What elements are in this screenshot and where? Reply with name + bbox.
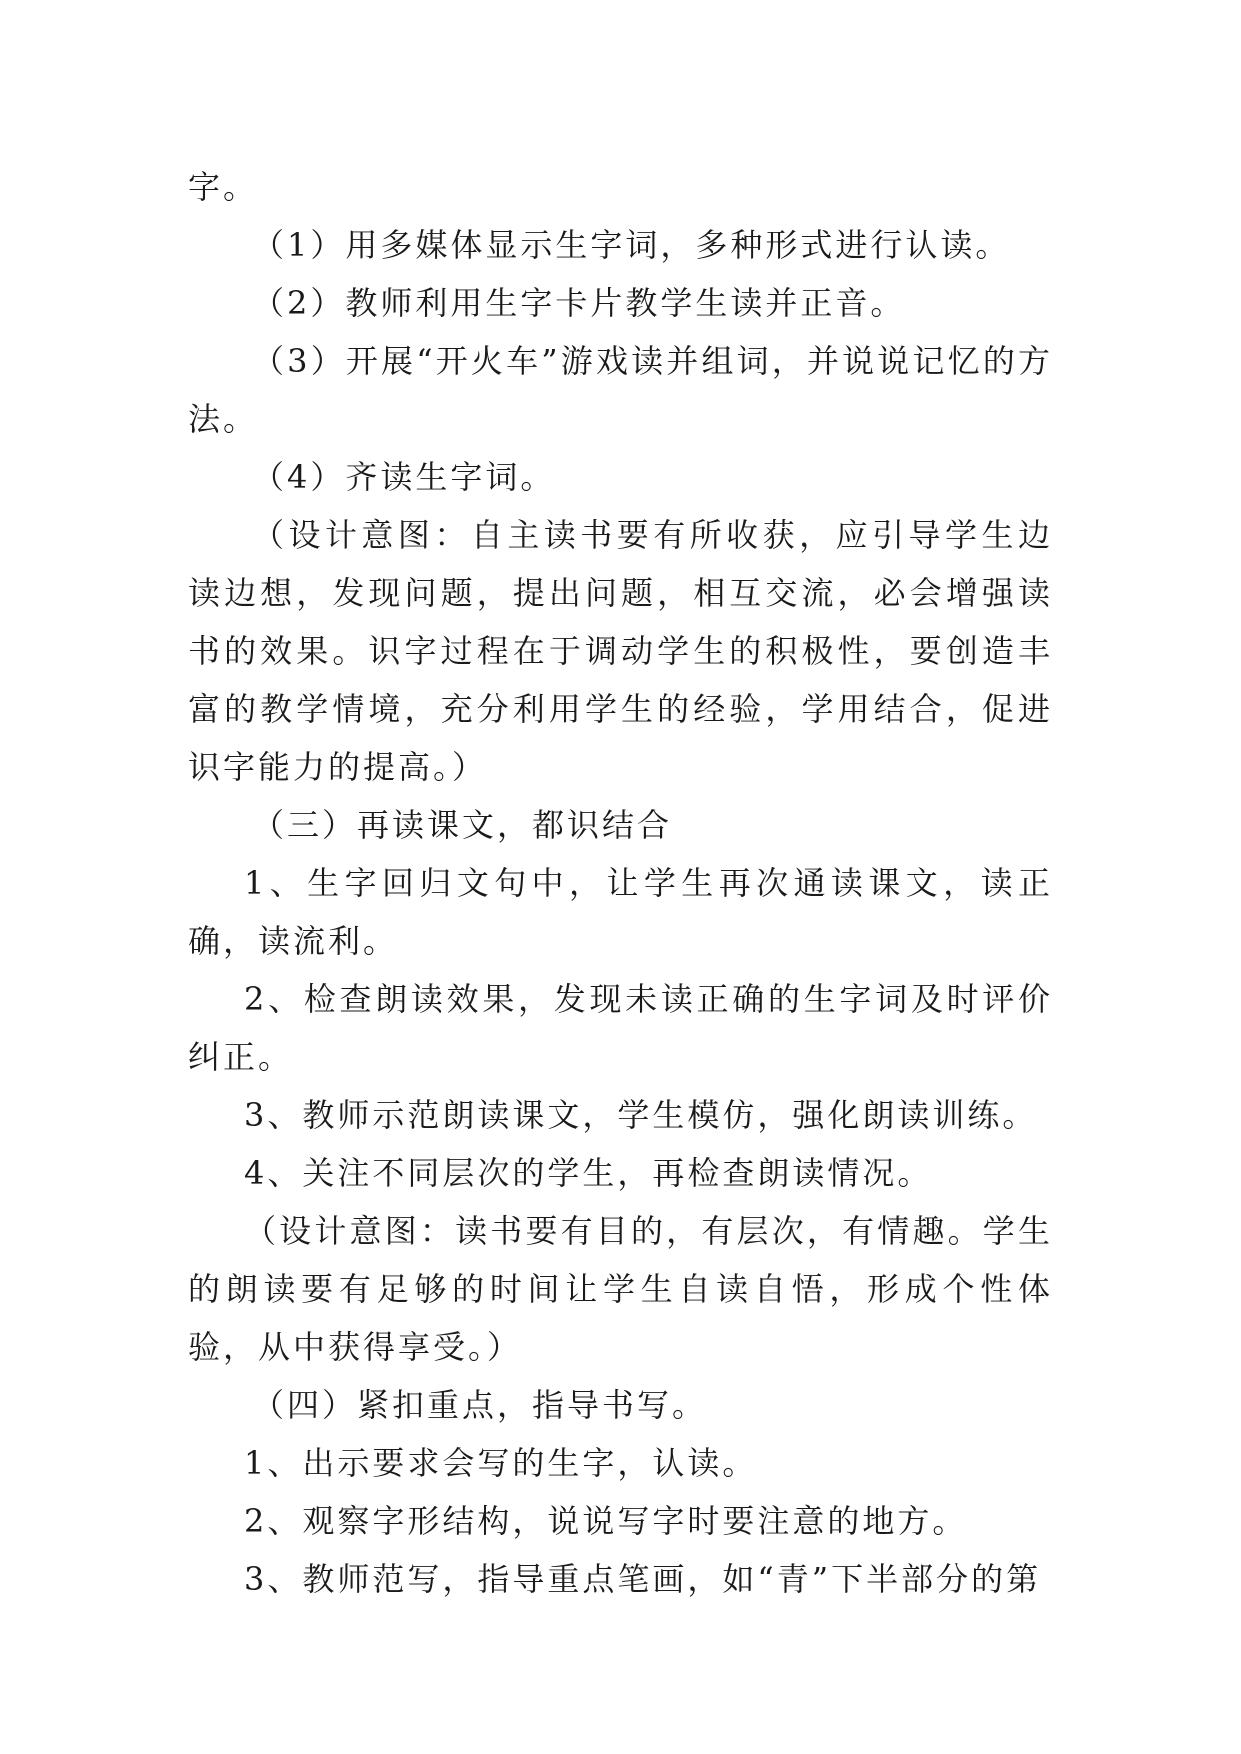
- paragraph-step-4: （4）齐读生字词。: [252, 458, 556, 496]
- paragraph-item-3: 3、教师示范朗读课文，学生模仿，强化朗读训练。: [244, 1096, 1038, 1134]
- paragraph-step-2: （2）教师利用生字卡片教学生读并正音。: [252, 284, 906, 322]
- section-heading-4: （四）紧扣重点，指导书写。: [252, 1386, 708, 1424]
- paragraph-item-2: 2、检查朗读效果，发现未读正确的生字词及时评价纠正。: [188, 980, 1053, 1076]
- paragraph-item-1: 1、生字回归文句中，让学生再次通读课文，读正确，读流利。: [188, 864, 1053, 960]
- paragraph-writing-1: 1、出示要求会写的生字，认读。: [244, 1444, 758, 1482]
- lesson-plan-text: [188, 158, 1053, 1608]
- paragraph-design-intent-2: （设计意图：读书要有目的，有层次，有情趣。学生的朗读要有足够的时间让学生自读自悟，形成个性体验，从中获得享受。）: [188, 1212, 1053, 1366]
- paragraph-writing-3: 3、教师范写，指导重点笔画，如“青”下半部分的第: [244, 1560, 1042, 1598]
- paragraph-item-4: 4、关注不同层次的学生，再检查朗读情况。: [244, 1154, 933, 1192]
- paragraph-writing-2: 2、观察字形结构，说说写字时要注意的地方。: [244, 1502, 968, 1540]
- paragraph-step-1: （1）用多媒体显示生字词，多种形式进行认读。: [252, 226, 1011, 264]
- paragraph-design-intent-1: （设计意图：自主读书要有所收获，应引导学生边读边想，发现问题，提出问题，相互交流，必会增强读书的效果。识字过程在于调动学生的积极性，要创造丰富的教学情境，充分利用学生的经验，学用结合，促进识字能力的提高。）: [188, 516, 1053, 786]
- paragraph-step-3: （3）开展“开火车”游戏读并组词，并说说记忆的方法。: [188, 342, 1053, 438]
- section-heading-3: （三）再读课文，都识结合: [252, 806, 673, 844]
- paragraph-continuation: 字。: [188, 168, 259, 206]
